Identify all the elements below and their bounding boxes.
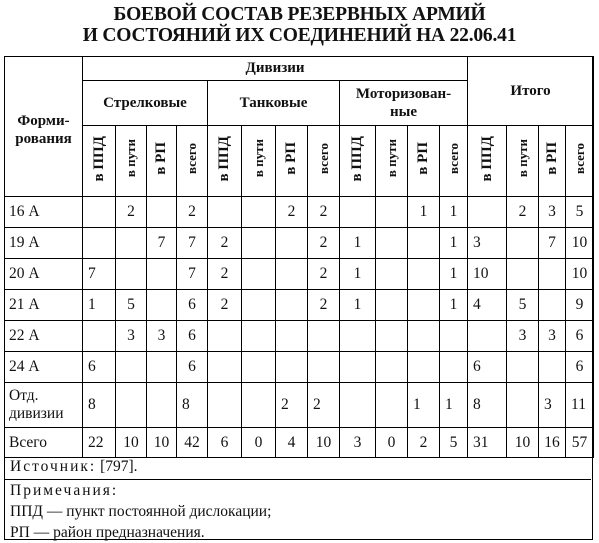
table-cell: 6 [177,352,208,383]
header-rifle: Стрелковые [83,81,208,126]
table-cell [208,197,242,228]
table-cell [376,383,408,428]
table-cell: 1 [440,197,468,228]
header-divisions: Дивизии [83,57,468,81]
table-cell: 2 [308,197,340,228]
table-cell: 1 [340,228,376,259]
table-cell: 22 [83,428,116,458]
table-cell [116,228,147,259]
table-cell: 1 [83,290,116,321]
table-cell: 16 [539,428,566,458]
table-cell: 2 [208,228,242,259]
table-cell: 1 [440,228,468,259]
table-cell: 2 [276,383,308,428]
table-cell: 10 [308,428,340,458]
subheader-cell [208,126,242,197]
subheader-label: всего [184,143,199,174]
source-value: [797]. [100,458,138,475]
subheader-label: в пути [250,139,266,178]
document-title [0,4,599,46]
table-cell: 1 [408,383,440,428]
subheader-label: всего [315,143,331,174]
subheader-label: в пути [514,139,530,178]
table-cell [376,228,408,259]
table-cell: 6 [83,352,116,383]
subheader-cell [177,126,208,197]
notes-label: Примечания: [10,482,119,499]
table-row [5,383,594,428]
table-cell: 0 [242,428,276,458]
table-cell: 5 [440,428,468,458]
table-row [5,321,594,352]
table-cell: 6 [177,290,208,321]
table-cell: 10 [507,428,539,458]
table-cell: 8 [468,383,507,428]
table-cell [408,228,440,259]
table-cell [116,383,147,428]
table-cell: 3 [539,383,566,428]
table-cell: 31 [468,428,507,458]
subheader-cell [340,126,376,197]
table-cell [242,321,276,352]
subheader-cell [242,126,276,197]
table-cell [276,259,308,290]
subheader-label: в РП [283,142,299,175]
table-row [5,290,594,321]
table-cell [507,383,539,428]
combat-composition-table [4,56,594,458]
subheader-label: всего [445,143,461,174]
table-cell: 1 [440,383,468,428]
table-cell [242,197,276,228]
table-cell [507,259,539,290]
table-cell: 10 [566,259,594,290]
table-cell: 3 [468,228,507,259]
table-cell: 8 [83,383,116,428]
row-label-line-2: дивизии [9,405,64,422]
table-cell [116,352,147,383]
subheader-cell [308,126,340,197]
table-cell: 2 [408,428,440,458]
table-cell [376,259,408,290]
row-label: 20 А [5,259,83,290]
header-total: Итого [468,57,594,126]
table-cell: 2 [276,197,308,228]
table-cell: 3 [539,321,566,352]
table-row [5,259,594,290]
table-cell: 7 [177,259,208,290]
table-cell [468,321,507,352]
table-cell: 2 [208,259,242,290]
table-cell: 0 [376,428,408,458]
header-motorized-line-2: ные [390,104,418,120]
table-cell [539,259,566,290]
table-cell: 6 [566,321,594,352]
table-cell [308,321,340,352]
table-cell: 6 [177,321,208,352]
table-cell: 5 [566,197,594,228]
table-cell [242,259,276,290]
table-row [5,352,594,383]
table-cell [276,228,308,259]
table-cell [308,352,340,383]
table-cell [147,197,177,228]
subheader-label: в ППД [216,135,232,182]
table-cell: 9 [566,290,594,321]
row-label: 19 А [5,228,83,259]
table-cell [147,290,177,321]
table-cell: 11 [566,383,594,428]
title-line-2: И СОСТОЯНИЙ ИХ СОЕДИНЕНИЙ НА 22.06.41 [82,25,517,46]
table-cell [408,321,440,352]
table-cell [340,321,376,352]
row-label: 21 А [5,290,83,321]
subheader-label: в РП [415,142,431,175]
row-label: 16 А [5,197,83,228]
table-cell [147,352,177,383]
table-cell [376,352,408,383]
subheader-cell [539,126,566,197]
table-cell [440,321,468,352]
table-cell: 1 [340,259,376,290]
table-cell: 10 [566,228,594,259]
header-motorized-line-1: Моторизован- [355,86,452,102]
table-cell: 5 [507,290,539,321]
subheader-label: в ППД [478,135,495,182]
table-cell [376,321,408,352]
row-label-line-1: Отд. [9,387,39,404]
subheader-cell [468,126,507,197]
table-cell: 3 [116,321,147,352]
table-cell: 1 [440,290,468,321]
table-cell: 5 [116,290,147,321]
table-cell [147,383,177,428]
table-cell: 2 [208,290,242,321]
title-line-1: БОЕВОЙ СОСТАВ РЕЗЕРВНЫХ АРМИЙ [113,4,486,25]
table-cell [507,228,539,259]
row-label: Всего [5,428,83,458]
table-cell [208,383,242,428]
table-cell [507,352,539,383]
table-cell: 2 [308,228,340,259]
table-cell: 4 [468,290,507,321]
note-ppd: ППД — пункт постоянной дислокации; [10,503,272,520]
table-cell: 57 [566,428,594,458]
subheader-label: в пути [123,139,138,178]
table-cell [242,290,276,321]
subheader-cell [276,126,308,197]
table-cell: 2 [507,197,539,228]
table-cell [539,290,566,321]
table-cell: 3 [147,321,177,352]
table-cell: 3 [507,321,539,352]
source-label: Источник: [10,458,97,475]
header-motorized [340,81,468,126]
table-cell: 2 [308,259,340,290]
subheader-cell [440,126,468,197]
table-cell: 8 [177,383,208,428]
row-label: 24 А [5,352,83,383]
table-cell: 10 [116,428,147,458]
table-cell [376,197,408,228]
subheader-cell [507,126,539,197]
table-cell [408,352,440,383]
table-row [5,197,594,228]
table-cell: 7 [147,228,177,259]
table-cell: 3 [539,197,566,228]
table-cell: 7 [177,228,208,259]
subheader-label: в пути [383,139,399,178]
table-cell [340,352,376,383]
table-cell [242,352,276,383]
table-row [5,428,594,458]
subheader-cell [116,126,147,197]
row-label: 22 А [5,321,83,352]
table-cell [376,290,408,321]
subheader-cell [408,126,440,197]
table-body [5,197,594,458]
table-cell: 10 [147,428,177,458]
subheader-label: в РП [153,142,169,175]
subheader-label: всего [571,143,587,174]
table-row [5,228,594,259]
table-cell [539,352,566,383]
subheader-cell [147,126,177,197]
subheader-label: в ППД [90,135,107,182]
table-cell: 4 [276,428,308,458]
table-cell [147,259,177,290]
table-cell: 6 [468,352,507,383]
table-cell: 2 [308,383,340,428]
table-cell: 1 [440,259,468,290]
header-formation: Форми- рования [5,57,83,197]
table-cell [468,197,507,228]
subheader-cell [83,126,116,197]
table-cell: 6 [208,428,242,458]
table-cell: 6 [566,352,594,383]
table-cell [408,259,440,290]
note-rp: РП — район предназначения. [10,524,205,541]
subheader-row [5,126,594,197]
subheader-label: в РП [543,142,560,175]
table-cell [83,228,116,259]
table-cell [116,259,147,290]
notes-block [10,456,585,543]
row-label [5,383,83,428]
table-cell: 7 [539,228,566,259]
table-cell [83,197,116,228]
table-cell: 10 [468,259,507,290]
table-cell: 7 [83,259,116,290]
table-cell [276,321,308,352]
table-cell: 1 [408,197,440,228]
table-cell: 2 [116,197,147,228]
table-cell [408,290,440,321]
subheader-cell [566,126,594,197]
table-cell: 1 [340,290,376,321]
table-cell [208,352,242,383]
table-cell [440,352,468,383]
table-cell [208,321,242,352]
table-cell: 42 [177,428,208,458]
table-cell [242,228,276,259]
header-tank: Танковые [208,81,340,126]
table-cell [276,352,308,383]
source-line [10,456,585,477]
table-cell [83,321,116,352]
table-cell [340,197,376,228]
table-cell [340,383,376,428]
table-cell [242,383,276,428]
subheader-label: в ППД [349,135,365,182]
table-cell: 3 [340,428,376,458]
table-cell: 2 [177,197,208,228]
table-cell: 2 [308,290,340,321]
subheader-cell [376,126,408,197]
table-cell [276,290,308,321]
